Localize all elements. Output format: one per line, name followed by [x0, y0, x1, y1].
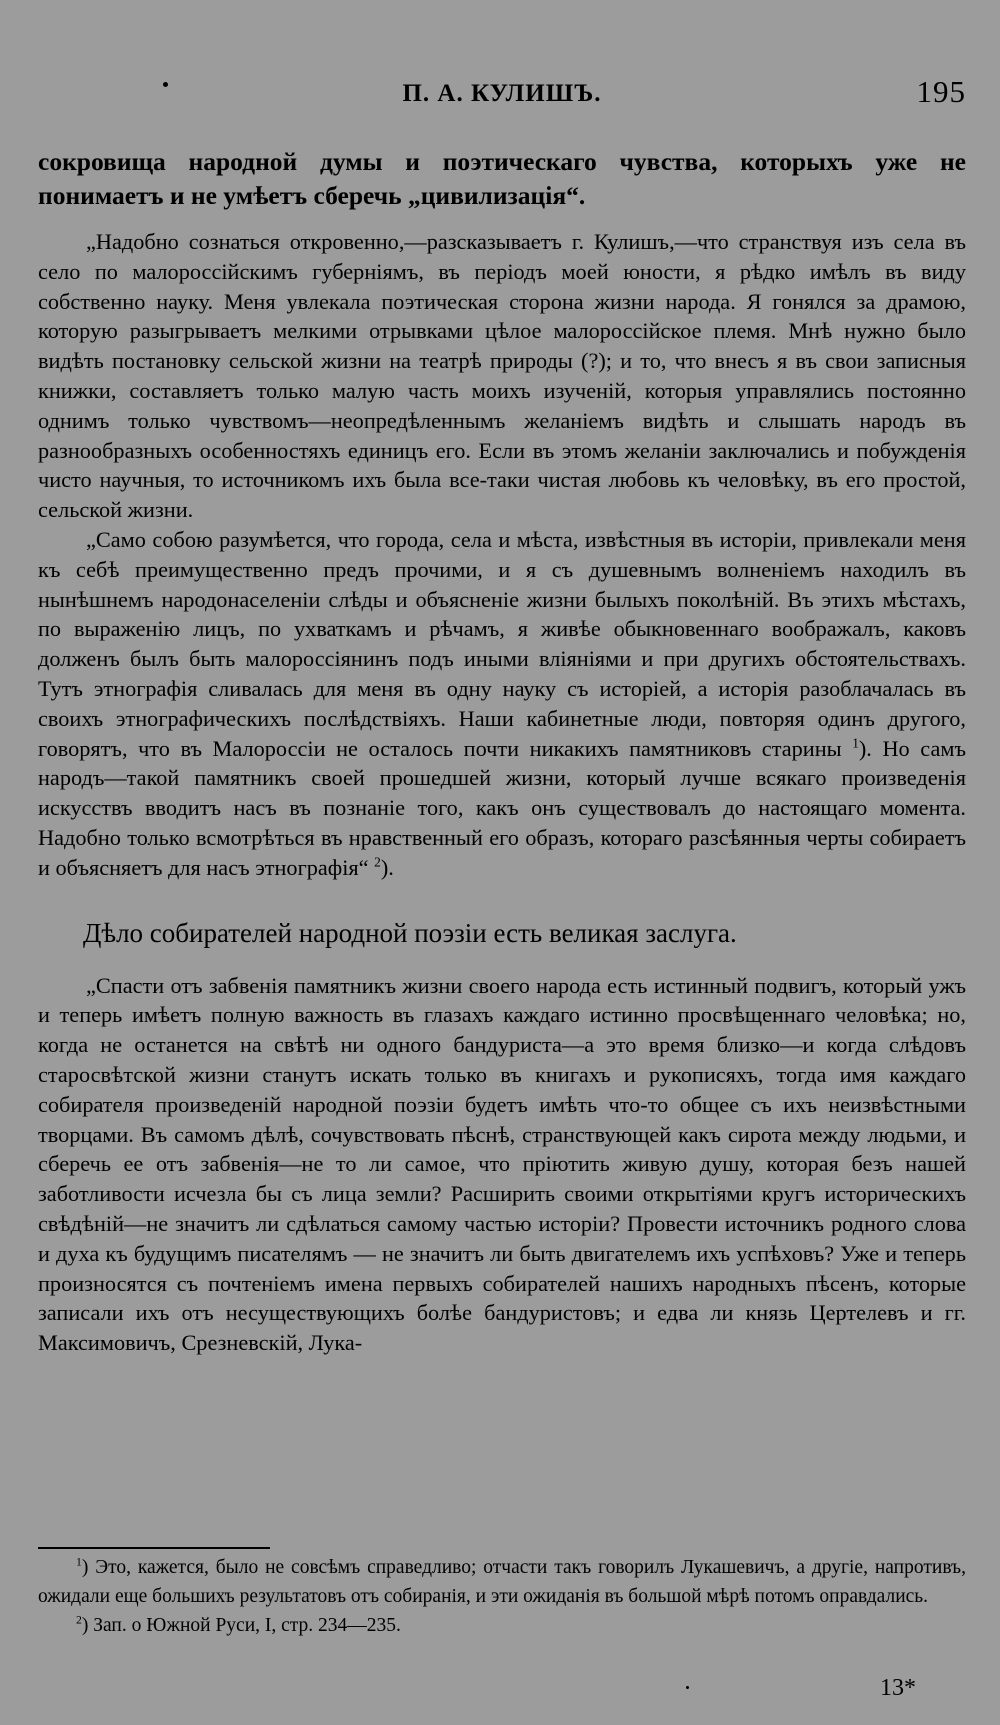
paragraph-2-text-a: „Само собою разумѣется, что города, села и мѣста, извѣстныя въ исторіи, привлекали меня къ себѣ преимущественно предъ прочими, и я съ душевнымъ волненіемъ находилъ въ нынѣшнемъ народонаселеніи слѣды и объясненіе жизни былыхъ поколѣній. Въ этихъ мѣстахъ, по выраженію лицъ, по ухваткамъ и рѣчамъ, я живѣе обыкновеннаго воображалъ, каковъ долженъ былъ быть малороссіянинъ подъ иными вліяніями и при другихъ обстоятельствахъ. Тутъ этнографія сливалась для меня въ одну науку съ исторіей, а исторія разоблачалась въ своихъ этнографическихъ послѣдствіяхъ. Наши кабинетные люди, повторяя одинъ другого, говорятъ, что въ Малороссіи не осталось почти никакихъ памятниковъ старины	[38, 526, 966, 761]
bottom-dot	[686, 1686, 689, 1689]
page-number: 195	[916, 74, 966, 109]
running-title: П. А. КУЛИШЪ.	[402, 80, 602, 107]
footnote-2-text: ) Зап. о Южной Руси, I, стр. 234—235.	[81, 1615, 401, 1636]
paragraph-2	[38, 525, 966, 883]
paragraph-3: „Спасти отъ забвенія памятникъ жизни своего народа есть истинный подвигъ, который ужъ и теперь имѣетъ полную важность въ глазахъ каждаго истинно просвѣщеннаго человѣка; но, когда не останется на свѣтѣ ни одного бандуриста—а это время близко—и когда слѣдовъ старосвѣтской жизни станутъ искать только въ книгахъ и рукописяхъ, тогда имя каждаго собирателя произведеній народной поэзіи будетъ имѣть что-то общее съ ихъ неизвѣстными творцами. Въ самомъ дѣлѣ, сочувствовать пѣснѣ, странствующей какъ сирота между людьми, и сберечь ее отъ забвенія—не то ли самое, что пріютить живую душу, которая безъ нашей заботливости исчезла бы съ лица земли? Расширить своими открытіями кругъ историческихъ свѣдѣній—не значитъ ли сдѣлаться самому частью исторіи? Провести источникъ родного слова и духа къ будущимъ писателямъ — не значитъ ли быть двигателемъ ихъ успѣховъ? Уже и теперь произносятся съ почтеніемъ имена первыхъ собирателей нашихъ народныхъ пѣсенъ, которые записали ихъ отъ несуществующихъ болѣе бандуристовъ; и едва ли князь Цертелевъ и гг. Максимовичъ, Срезневскій, Лука-	[38, 972, 966, 1356]
paragraph-1: „Надобно сознаться откровенно,—разсказываетъ г. Кулишъ,—что странствуя изъ села въ село по малороссійскимъ губерніямъ, въ періодъ моей юности, я рѣдко имѣлъ въ виду собственно науку. Меня увлекала поэтическая сторона жизни народа. Я гонялся за драмою, которую разыгрываетъ мелкими отрывками цѣлое малороссійское племя. Мнѣ нужно было видѣть постановку сельской жизни на театрѣ природы (?); и то, что внесъ я въ свои записныя книжки, составляетъ только малую часть моихъ изученій, которыя управлялись постоянно однимъ только чувствомъ—неопредѣленнымъ желаніемъ видѣть и слышать народъ въ разнообразныхъ особенностяхъ единицъ его. Если въ этомъ желаніи заключались и побужденія чисто научныя, то источникомъ ихъ была все-таки чистая любовь къ человѣку, въ его простой, сельской жизни.	[38, 229, 966, 523]
footnote-ref-2: 2	[374, 854, 381, 870]
paragraph-2-text-b: ). Но самъ народъ—такой памятникъ своей прошедшей жизни, который лучше всякаго произведенія искусствъ вводитъ насъ въ познаніе того, какъ онъ существовалъ до настоящаго момента. Надобно только всмотрѣться въ нравственный его образъ, котораго разсѣянныя черты собираетъ и объясняетъ для насъ этнографія“	[38, 735, 966, 880]
footnote-2	[38, 1611, 966, 1640]
paragraph-2-text-c: ).	[380, 854, 394, 880]
main-text	[38, 145, 966, 1358]
footnote-1-text: ) Это, кажется, было не совсѣмъ справедливо; отчасти такъ говорилъ Лукашевичъ, а другіе, напротивъ, ожидали еще большихъ результатовъ отъ собиранія, и эти ожиданія въ большой мѣрѣ потомъ оправдались.	[38, 1557, 966, 1607]
footnote-divider	[38, 1547, 270, 1549]
paragraph-intro: сокровища народной думы и поэтическаго чувства, которыхъ уже не понимаетъ и не умѣетъ сберечь „цивилизація“.	[38, 147, 966, 210]
section-heading: Дѣло собирателей народной поэзіи есть великая заслуга.	[83, 917, 737, 948]
footnote-ref-1: 1	[852, 735, 859, 751]
footnote-1-marker: 1	[76, 1555, 82, 1569]
footnote-1	[38, 1553, 966, 1611]
book-page	[38, 0, 966, 1725]
footnote-2-marker: 2	[76, 1613, 82, 1627]
footnotes	[38, 1553, 966, 1640]
running-header	[38, 74, 966, 112]
printer-signature-mark: 13*	[880, 1675, 916, 1701]
